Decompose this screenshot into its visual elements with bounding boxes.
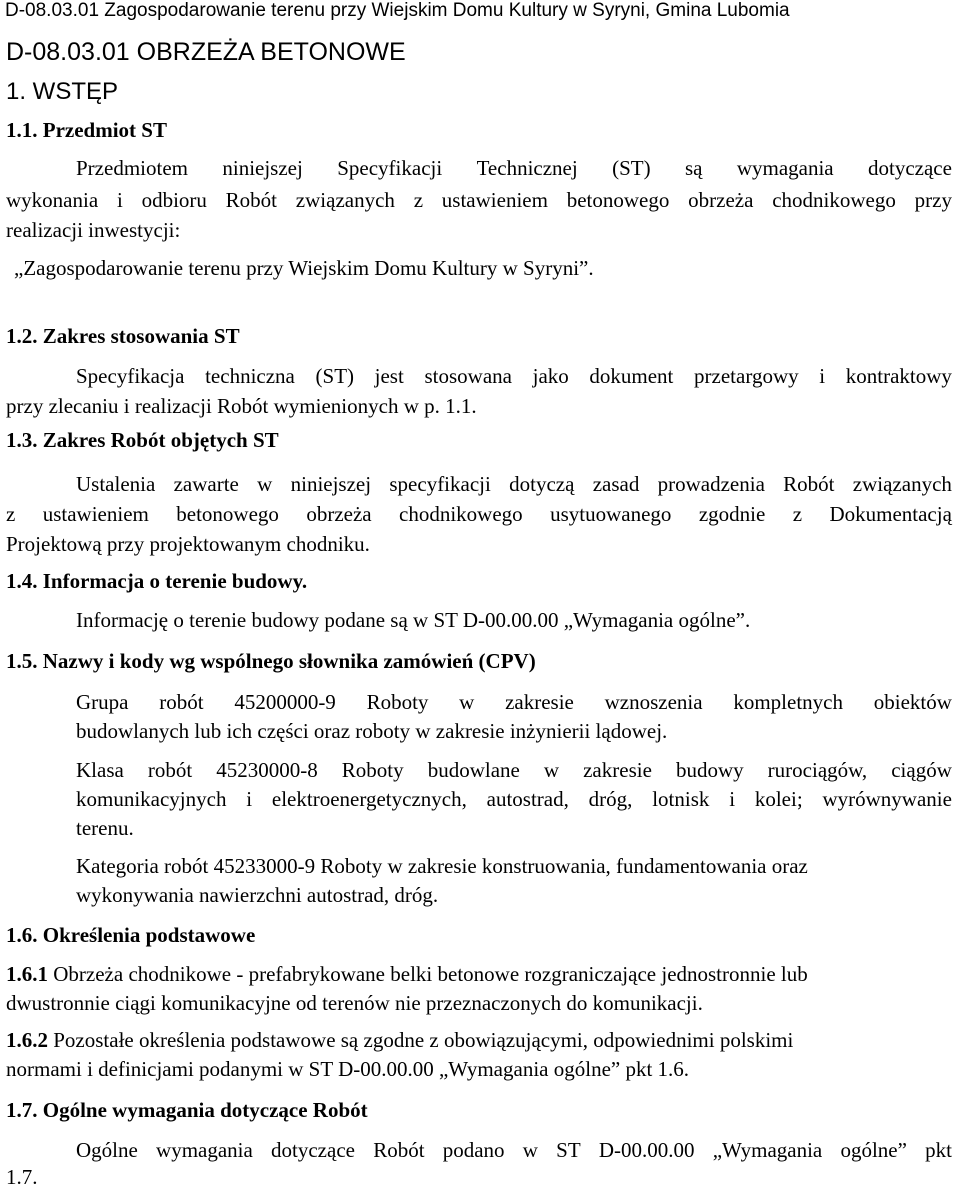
word: ogólne” — [840, 1138, 907, 1162]
word: usytuowanego — [550, 502, 672, 526]
definition-text: Obrzeża chodnikowe - prefabrykowane belki betonowe rozgraniczające jednostronnie lub — [48, 962, 808, 986]
word: betonowego — [566, 188, 670, 212]
paragraph-line: terenu. — [76, 816, 134, 840]
word: są — [684, 156, 703, 180]
word: zgodnie — [698, 502, 766, 526]
word: specyfikacji — [389, 472, 491, 496]
word: i — [819, 364, 826, 388]
heading-1-1: 1.1. Przedmiot ST — [6, 118, 167, 142]
paragraph-line — [76, 789, 952, 810]
word: kompletnych — [733, 690, 843, 714]
paragraph-line — [76, 474, 952, 495]
word: Specyfikacja — [76, 364, 185, 388]
word: niniejszej — [290, 472, 372, 496]
word: z — [6, 502, 16, 526]
word: z — [792, 502, 803, 526]
heading-1-6: 1.6. Określenia podstawowe — [6, 923, 256, 947]
word: chodnikowego — [772, 188, 896, 212]
paragraph-line — [76, 1140, 952, 1161]
word: rurociągów, — [767, 758, 868, 782]
word: Robót — [225, 188, 278, 212]
word: w — [543, 758, 560, 782]
paragraph-line — [6, 190, 952, 211]
heading-1-2: 1.2. Zakres stosowania ST — [6, 324, 240, 348]
word: Ogólne — [76, 1138, 138, 1162]
word: i — [246, 787, 253, 811]
word: Roboty — [366, 690, 429, 714]
word: Przedmiotem — [76, 156, 188, 180]
paragraph-line: realizacji inwestycji: — [6, 218, 181, 242]
definition-number: 1.6.1 — [6, 962, 48, 986]
word: i — [729, 787, 736, 811]
definition-text: Pozostałe określenia podstawowe są zgodne z obowiązującymi, odpowiednimi polskimi — [48, 1028, 794, 1052]
section-heading: 1. WSTĘP — [6, 78, 119, 105]
word: zakresie — [583, 758, 652, 782]
word: jest — [374, 364, 404, 388]
heading-1-5: 1.5. Nazwy i kody wg wspólnego słownika zamówień (CPV) — [6, 649, 536, 673]
word: Dokumentacją — [829, 502, 952, 526]
word: Specyfikacji — [337, 156, 443, 180]
word: dróg, — [588, 787, 633, 811]
word: chodnikowego — [399, 502, 523, 526]
word: w — [522, 1138, 538, 1162]
word: wymagania — [736, 156, 834, 180]
word: zasad — [592, 472, 640, 496]
definition-line — [6, 1030, 793, 1051]
word: Roboty — [341, 758, 404, 782]
paragraph-line: Kategoria robót 45233000-9 Roboty w zakresie konstruowania, fundamentowania oraz — [76, 854, 808, 878]
paragraph-line: wykonywania nawierzchni autostrad, dróg. — [76, 883, 439, 907]
word: jako — [532, 364, 569, 388]
word: pkt — [925, 1138, 952, 1162]
word: obiektów — [873, 690, 952, 714]
word: ustawieniem — [42, 502, 149, 526]
word: i — [116, 188, 123, 212]
word: 45230000-8 — [216, 758, 318, 782]
word: (ST) — [315, 364, 355, 388]
word: Robót — [783, 472, 835, 496]
word: kolei; — [754, 787, 803, 811]
heading-1-4: 1.4. Informacja o terenie budowy. — [6, 569, 308, 593]
word: dotyczą — [509, 472, 575, 496]
word: D-00.00.00 — [598, 1138, 695, 1162]
paragraph-line: Projektową przy projektowanym chodniku. — [6, 532, 370, 556]
word: Klasa — [76, 758, 124, 782]
word: Grupa — [76, 690, 129, 714]
running-header: D-08.03.01 Zagospodarowanie terenu przy Wiejskim Domu Kultury w Syryni, Gmina Lubomia — [5, 0, 790, 21]
word: budowlane — [427, 758, 520, 782]
word: obrzeża — [688, 188, 754, 212]
word: 45200000-9 — [234, 690, 336, 714]
word: wyrównywanie — [822, 787, 952, 811]
word: robót — [147, 758, 193, 782]
word: autostrad, — [486, 787, 569, 811]
word: dotyczące — [868, 156, 952, 180]
word: niniejszej — [222, 156, 303, 180]
paragraph-line: budowlanych lub ich części oraz roboty w zakresie inżynierii lądowej. — [76, 719, 668, 743]
word: związanych — [852, 472, 952, 496]
word: betonowego — [176, 502, 279, 526]
word: robót — [159, 690, 204, 714]
word: ustawieniem — [441, 188, 548, 212]
word: (ST) — [612, 156, 651, 180]
word: podano — [442, 1138, 505, 1162]
paragraph-line — [76, 158, 952, 179]
word: ST — [556, 1138, 581, 1162]
word: przy — [914, 188, 952, 212]
word: Robót — [373, 1138, 425, 1162]
word: techniczna — [205, 364, 295, 388]
word: stosowana — [424, 364, 512, 388]
word: związanych — [295, 188, 395, 212]
paragraph-line: dwustronnie ciągi komunikacyjne od terenów nie przeznaczonych do komunikacji. — [6, 991, 703, 1015]
word: dokument — [589, 364, 674, 388]
word: zakresie — [505, 690, 574, 714]
word: „Wymagania — [712, 1138, 823, 1162]
heading-1-3: 1.3. Zakres Robót objętych ST — [6, 428, 279, 452]
word: dotyczące — [271, 1138, 355, 1162]
heading-1-7: 1.7. Ogólne wymagania dotyczące Robót — [6, 1098, 368, 1122]
paragraph-line: normami i definicjami podanymi w ST D-00.00.00 „Wymagania ogólne” pkt 1.6. — [6, 1057, 690, 1081]
paragraph-line — [76, 760, 952, 781]
word: budowy — [675, 758, 744, 782]
word: wykonania — [6, 188, 99, 212]
document-title: D-08.03.01 OBRZEŻA BETONOWE — [6, 38, 406, 66]
paragraph-line: przy zlecaniu i realizacji Robót wymienionych w p. 1.1. — [6, 394, 477, 418]
word: przetargowy — [694, 364, 799, 388]
word: wymagania — [156, 1138, 253, 1162]
word: w — [257, 472, 273, 496]
word: Technicznej — [476, 156, 578, 180]
word: w — [459, 690, 475, 714]
word: elektroenergetycznych, — [271, 787, 467, 811]
word: kontraktowy — [845, 364, 952, 388]
definition-line — [6, 964, 808, 985]
word: komunikacyjnych — [76, 787, 227, 811]
definition-number: 1.6.2 — [6, 1028, 48, 1052]
word: zawarte — [173, 472, 239, 496]
word: z — [413, 188, 424, 212]
word: ciągów — [891, 758, 952, 782]
paragraph-line — [6, 504, 952, 525]
word: Ustalenia — [76, 472, 156, 496]
paragraph-line — [76, 692, 952, 713]
paragraph-line — [76, 366, 952, 387]
paragraph-line: 1.7. — [6, 1165, 38, 1189]
word: lotnisk — [652, 787, 710, 811]
word: wznoszenia — [604, 690, 703, 714]
paragraph-line: Informację o terenie budowy podane są w ST D-00.00.00 „Wymagania ogólne”. — [76, 608, 751, 632]
investment-name: „Zagospodarowanie terenu przy Wiejskim Domu Kultury w Syryni”. — [14, 256, 594, 280]
word: prowadzenia — [657, 472, 765, 496]
word: obrzeża — [306, 502, 372, 526]
word: odbioru — [141, 188, 207, 212]
